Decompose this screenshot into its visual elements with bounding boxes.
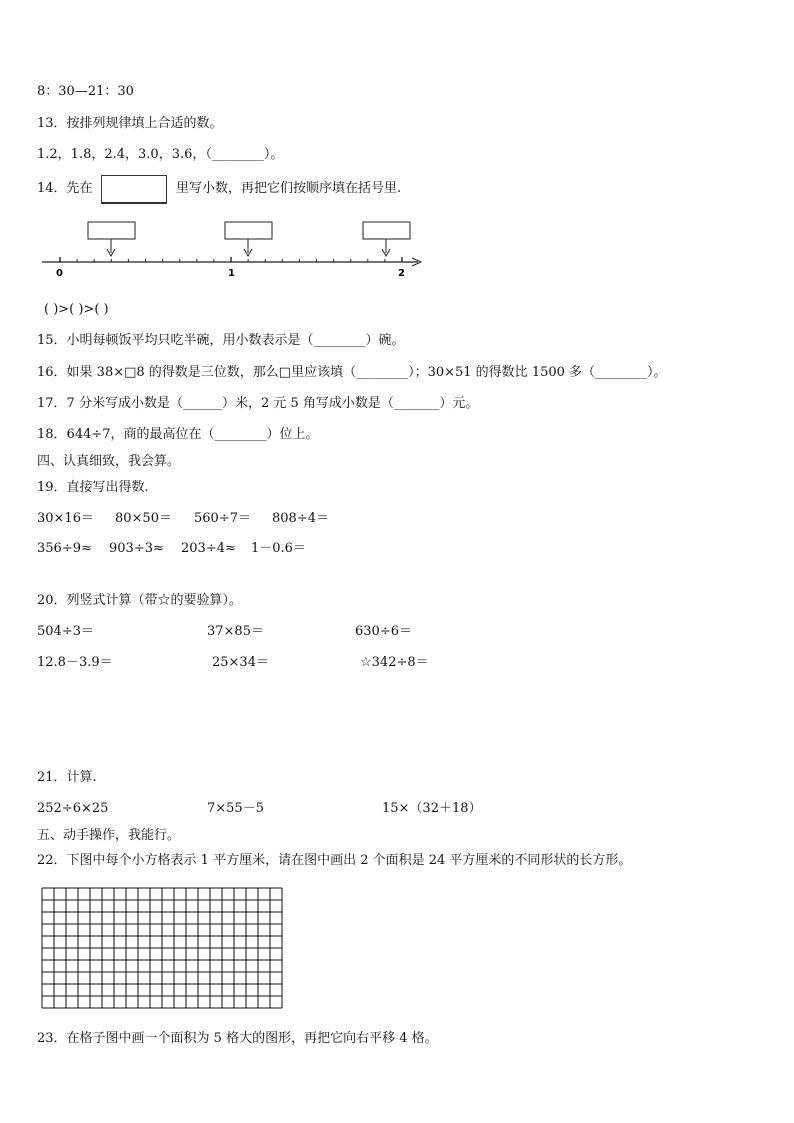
q21-item: 252÷6×25	[37, 801, 109, 816]
question-23: 23．在格子图中画一个面积为 5 格大的图形，再把它向右平移 4 格。	[37, 1031, 438, 1046]
answer-box-1[interactable]	[88, 222, 135, 239]
question-14-compare: ( )>( )>( )	[44, 302, 109, 317]
answer-box-3[interactable]	[363, 222, 410, 239]
section-5-heading: 五、动手操作，我能行。	[37, 828, 181, 843]
question-20: 20．列竖式计算（带☆的要验算）。	[37, 593, 243, 608]
q19-item: 80×50＝	[115, 511, 172, 526]
question-13-sequence: 1.2，1.8，2.4，3.0，3.6，（________）。	[37, 147, 284, 162]
question-18: 18．644÷7，商的最高位在（________）位上。	[37, 427, 319, 442]
question-19: 19．直接写出得数.	[37, 480, 149, 495]
question-14-part-a: 14．先在	[37, 181, 93, 196]
q21-item: 15×（32＋18）	[382, 801, 482, 816]
answer-box-2[interactable]	[225, 222, 272, 239]
q19-item: 808÷4＝	[272, 511, 329, 526]
time-range: 8：30—21：30	[37, 84, 134, 99]
number-line-ticks	[60, 257, 402, 262]
tick-label-2: 2	[398, 268, 405, 279]
q19-item: 560÷7＝	[194, 511, 251, 526]
q19-item: 203÷4≈	[181, 541, 236, 556]
q20-item: ☆342÷8＝	[360, 655, 429, 670]
q19-item: 30×16＝	[37, 511, 94, 526]
question-22: 22．下图中每个小方格表示 1 平方厘米，请在图中画出 2 个面积是 24 平方厘米的不同形状的长方形。	[37, 853, 632, 868]
q20-item: 12.8－3.9＝	[37, 655, 113, 670]
section-4-heading: 四、认真细致，我会算。	[37, 454, 181, 469]
q19-item: 903÷3≈	[109, 541, 164, 556]
q19-item: 1－0.6＝	[251, 541, 306, 556]
question-13: 13．按排列规律填上合适的数。	[37, 116, 223, 131]
q20-item: 25×34＝	[212, 655, 269, 670]
question-21: 21．计算.	[37, 770, 97, 785]
q20-item: 504÷3＝	[37, 624, 94, 639]
question-15: 15．小明每顿饭平均只吃半碗，用小数表示是（________）碗。	[37, 333, 405, 348]
question-17: 17．7 分米写成小数是（______）米，2 元 5 角写成小数是（_______）元。	[37, 396, 479, 411]
q19-item: 356÷9≈	[37, 541, 92, 556]
number-line-figure	[0, 0, 794, 300]
q21-item: 7×55－5	[207, 801, 264, 816]
question-14-part-b: 里写小数，再把它们按顺序填在括号里.	[176, 181, 402, 196]
q20-item: 37×85＝	[207, 624, 264, 639]
tick-label-1: 1	[228, 268, 235, 279]
tick-label-0: 0	[56, 268, 63, 279]
q20-item: 630÷6＝	[355, 624, 412, 639]
question-16: 16．如果 38×□8 的得数是三位数，那么□里应该填（________）；30×51 的得数比 1500 多（________）。	[37, 365, 667, 380]
